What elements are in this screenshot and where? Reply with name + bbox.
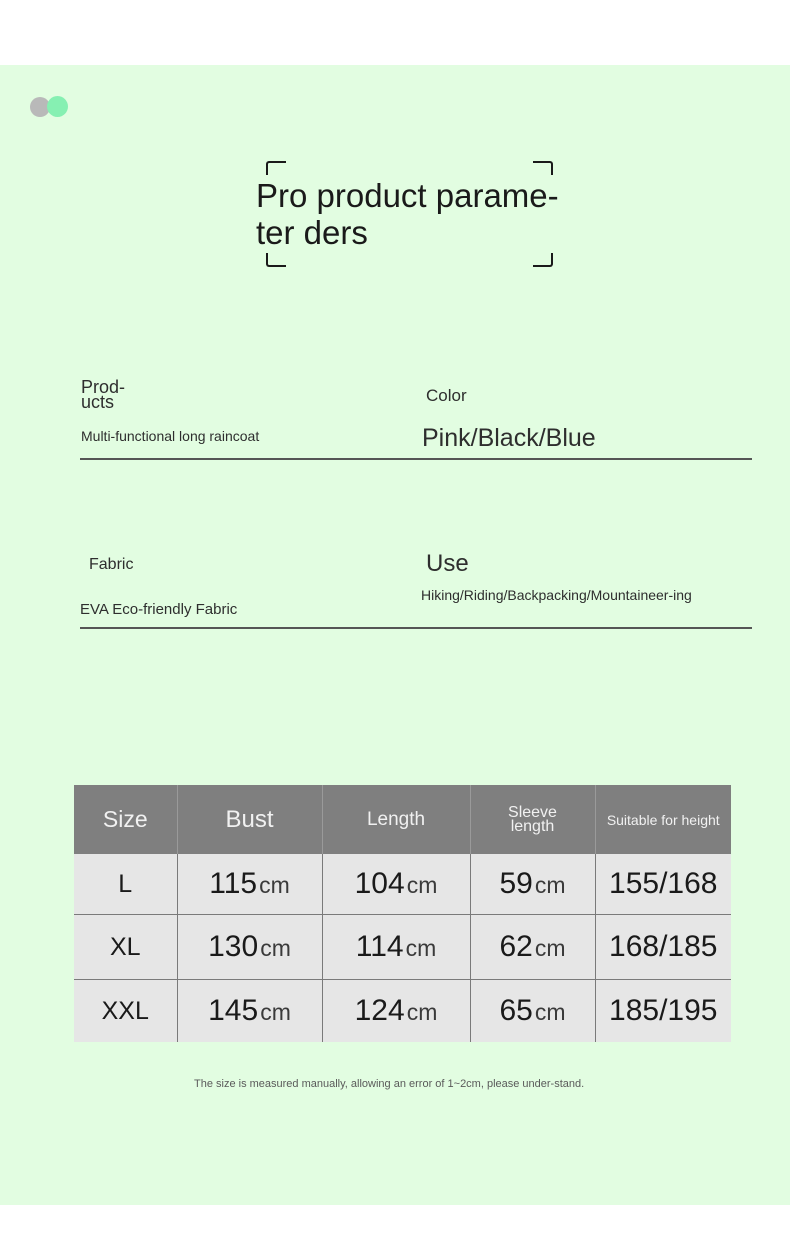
cell-height: 185/195	[595, 980, 731, 1043]
header-size: Size	[74, 785, 177, 854]
param-value-products: Multi-functional long raincoat	[81, 428, 260, 444]
param-value-color: Pink/Black/Blue	[422, 424, 596, 452]
cell-bust	[177, 915, 322, 980]
param-label-products: Prod-ucts	[81, 377, 126, 412]
cell-sleeve-value: 59	[499, 867, 533, 900]
cell-height: 155/168	[595, 854, 731, 915]
header-bust: Bust	[177, 785, 322, 854]
header-sleeve-length-text: Sleeve length	[508, 803, 557, 835]
cell-height: 168/185	[595, 915, 731, 980]
table-row	[74, 980, 731, 1043]
measurement-note: The size is measured manually, allowing an error of 1~2cm, please under-stand.	[194, 1078, 585, 1090]
size-table	[74, 785, 731, 1042]
unit-label: cm	[534, 872, 566, 898]
cell-size: XL	[74, 915, 177, 980]
param-label-color: Color	[426, 386, 467, 405]
cell-sleeve-value: 65	[499, 994, 533, 1027]
cell-sleeve-value: 62	[499, 930, 533, 963]
title-bracket-top-left	[266, 161, 286, 175]
divider-line	[80, 458, 752, 460]
unit-label: cm	[259, 872, 290, 898]
param-value-use: Hiking/Riding/Backpacking/Mountaineer-ing	[421, 587, 692, 603]
cell-bust	[177, 854, 322, 915]
cell-length	[322, 854, 470, 915]
param-value-fabric: EVA Eco-friendly Fabric	[80, 601, 238, 618]
cell-length-value: 124	[354, 994, 405, 1027]
unit-label: cm	[534, 935, 566, 961]
cell-length-value: 114	[355, 930, 404, 963]
header-suitable-height: Suitable for height	[595, 785, 731, 854]
divider-line	[80, 627, 752, 629]
cell-size: L	[74, 854, 177, 915]
unit-label: cm	[405, 935, 437, 961]
cell-bust-value: 115	[209, 867, 258, 900]
header-sleeve-length	[470, 785, 595, 854]
cell-bust	[177, 980, 322, 1043]
title-bracket-bottom-left	[266, 253, 286, 267]
param-label-use: Use	[426, 550, 469, 577]
cell-sleeve	[470, 980, 595, 1043]
title-bracket-bottom-right	[533, 253, 553, 267]
unit-label: cm	[406, 999, 438, 1025]
unit-label: cm	[260, 999, 291, 1025]
param-label-fabric: Fabric	[89, 556, 134, 573]
unit-label: cm	[260, 935, 291, 961]
cell-bust-value: 145	[208, 994, 259, 1027]
table-header-row	[74, 785, 731, 854]
cell-length	[322, 915, 470, 980]
cell-sleeve	[470, 854, 595, 915]
table-row	[74, 854, 731, 915]
header-length: Length	[322, 785, 470, 854]
title-bracket-top-right	[533, 161, 553, 175]
cell-sleeve	[470, 915, 595, 980]
cell-bust-value: 130	[208, 930, 259, 963]
cell-length-value: 104	[354, 867, 405, 900]
page-title: Pro product parame-ter ders	[256, 177, 559, 251]
decorative-dot-green	[47, 96, 68, 117]
cell-size: XXL	[74, 980, 177, 1043]
unit-label: cm	[406, 872, 438, 898]
cell-length	[322, 980, 470, 1043]
unit-label: cm	[534, 999, 566, 1025]
table-row	[74, 915, 731, 980]
